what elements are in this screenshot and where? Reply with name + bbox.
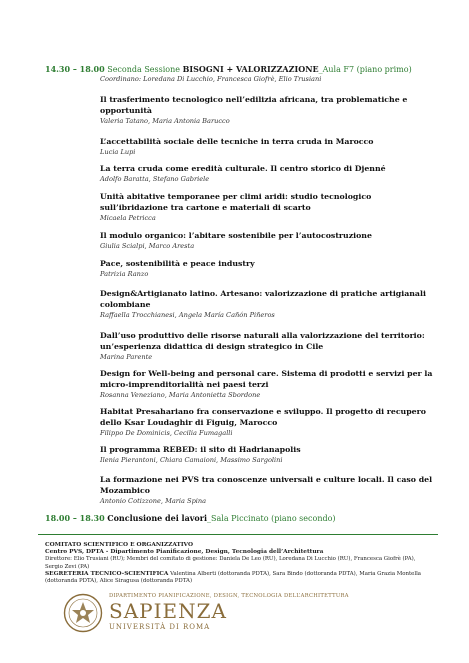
sapienza-logo [63, 593, 349, 639]
secretariat-members: Valentina Alberti (dottoranda PDTA), Sara Bindo (dottoranda PDTA), Maria Grazia Montella (dottoranda PDTA), Alice Siragusa (dottoranda PDTA) [45, 570, 422, 585]
footer-divider [38, 534, 438, 535]
talk-title: L’accettabilità sociale delle tecniche in terra cruda in Marocco [100, 137, 374, 146]
logo-university: UNIVERSITÀ DI ROMA [109, 623, 211, 631]
talk-authors: Patrizia Ranzo [100, 270, 149, 278]
university-seal-icon [63, 593, 103, 633]
talk-authors: Valeria Tatano, Maria Antonia Barucco [100, 117, 230, 125]
talk-item [100, 444, 440, 465]
talk-title: Il modulo organico: l’abitare sostenibile per l’autocostruzione [100, 231, 372, 240]
talk-item [100, 163, 440, 184]
talk-title: Dall’uso produttivo delle risorse naturali alla valorizzazione del territorio: un’esperienza didattica di design strategico in Cile [100, 331, 425, 351]
logo-name: SAPIENZA [109, 599, 227, 623]
talk-item [100, 94, 440, 126]
secretariat-line [45, 571, 430, 585]
session-header [45, 64, 445, 75]
session-coordinators: Coordinano: Loredana Di Lucchio, Francesca Giofrè, Elio Trusiani [100, 75, 322, 83]
closing-time: 18.00 – 18.30 [45, 513, 105, 523]
secretariat-title: SEGRETERIA TECNICO-SCIENTIFICA [45, 570, 169, 577]
talk-title: La formazione nei PVS tra conoscenze universali e culture locali. Il caso del Mozambico [100, 475, 433, 495]
talk-item [100, 191, 440, 223]
talk-item [100, 136, 440, 157]
committee-center: Centro PVS, DPTA - Dipartimento Pianificazione, Design, Tecnologia dell’Architettura [45, 549, 324, 556]
talk-item [100, 330, 440, 362]
talk-item [100, 368, 440, 400]
talk-item [100, 230, 440, 251]
session-prefix: Seconda Sessione [107, 65, 181, 74]
talk-item [100, 474, 440, 506]
session-name: BISOGNI + VALORIZZAZIONE [182, 64, 319, 74]
closing-place: _Sala Piccinato (piano secondo) [207, 514, 336, 523]
committee-title: COMITATO SCIENTIFICO E ORGANIZZATIVO [45, 542, 193, 548]
talk-title: Habitat Presahariano fra conservazione e sviluppo. Il progetto di recupero dello Ksar Loudaghir di Figuig, Marocco [100, 407, 426, 427]
closing-label: Conclusione dei lavori [107, 513, 208, 523]
session-time: 14.30 – 18.00 [45, 64, 105, 74]
talk-authors: Raffaella Trocchianesi, Angela María Cañón Piñeros [100, 311, 275, 319]
talk-title: Il trasferimento tecnologico nell’edilizia africana, tra problematiche e opportunità [100, 95, 408, 115]
talk-title: Unità abitative temporanee per climi aridi: studio tecnologico sull’ibridazione tra cartone e materiali di scarto [100, 192, 372, 212]
talk-title: Design&Artigianato latino. Artesano: valorizzazione di pratiche artigianali colombiane [100, 289, 426, 309]
talk-authors: Filippo De Dominicis, Cecilia Fumagalli [100, 429, 233, 437]
talk-title: Pace, sostenibilità e peace industry [100, 259, 255, 268]
talk-title: Il programma REBED: il sito di Hadrianapolis [100, 445, 301, 454]
talk-item [100, 258, 440, 279]
closing-line [45, 513, 336, 523]
talk-authors: Marina Parente [100, 353, 153, 361]
logo-department: DIPARTIMENTO PIANIFICAZIONE, DESIGN, TECNOLOGIA DELL’ARCHITETTURA [109, 593, 349, 599]
talk-authors: Antonio Cotizzone, Maria Spina [100, 497, 207, 505]
talk-authors: Ilenia Pierantoni, Chiara Camaioni, Massimo Sargolini [100, 456, 283, 464]
committee-directors: Direttore: Elio Trusiani (RU); Membri del comitato di gestione: Daniela De Leo (RU), Loredana Di Lucchio (RU), Francesca Giofrè (PA), Sergio Zevi (PA) [45, 556, 416, 570]
talk-item [100, 288, 440, 320]
talk-authors: Rosanna Veneziano, Maria Antonietta Sbordone [100, 391, 261, 399]
talk-authors: Lucia Lupi [100, 148, 136, 156]
talk-authors: Micaela Petricca [100, 214, 156, 222]
footer [45, 542, 430, 585]
session-place: _Aula F7 (piano primo) [318, 65, 412, 74]
talk-title: La terra cruda come eredità culturale. Il centro storico di Djenné [100, 164, 386, 173]
talk-authors: Adolfo Baratta, Stefano Gabriele [100, 175, 210, 183]
talk-item [100, 406, 440, 438]
talk-authors: Giulia Scialpi, Marco Aresta [100, 242, 195, 250]
talk-title: Design for Well-being and personal care. Sistema di prodotti e servizi per la micro-imprenditorialità nei paesi terzi [100, 369, 433, 389]
